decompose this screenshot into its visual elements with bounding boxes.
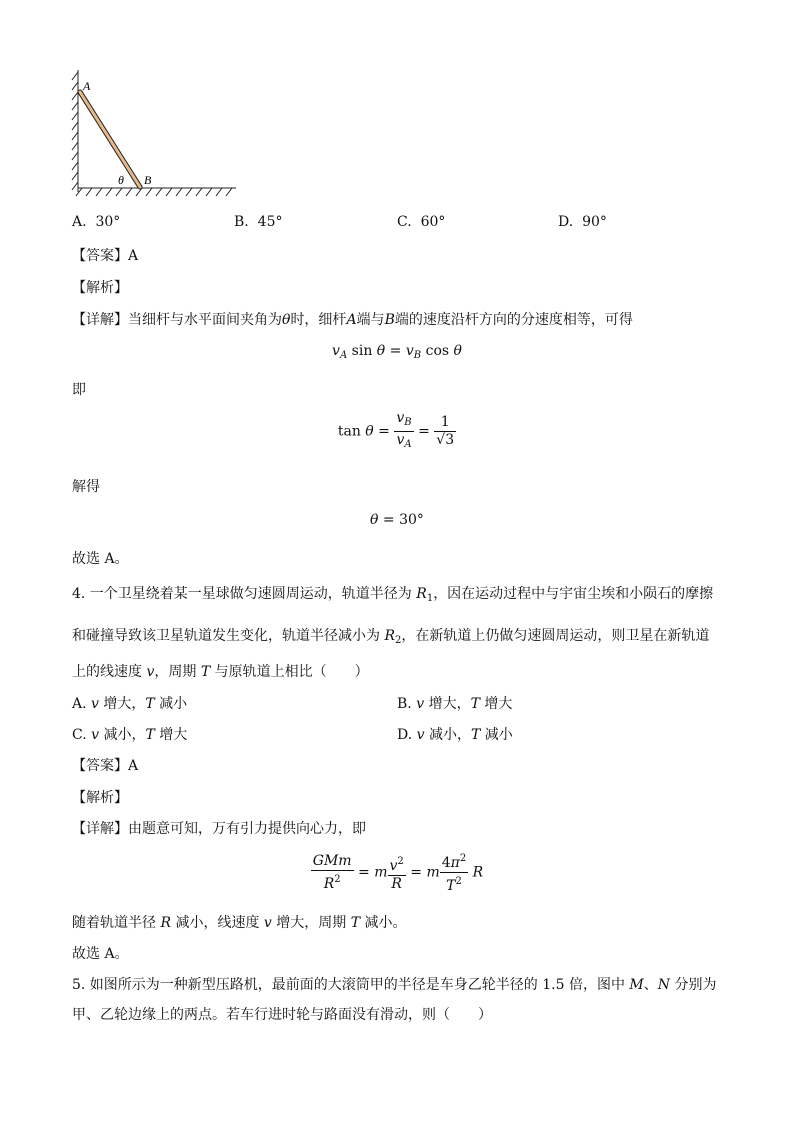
rod-wall-figure <box>68 66 240 198</box>
q4-analysis-tag: 【解析】 <box>72 790 128 806</box>
q3-guxuan: 故选 A。 <box>72 551 129 567</box>
q4-answer: 【答案】A <box>72 758 139 774</box>
q4-stem-line3: 上的线速度 v，周期 T 与原轨道上相比（ ） <box>72 664 369 680</box>
q4-stem-line2: 和碰撞导致该卫星轨道发生变化，轨道半径减小为 $R_2$，在新轨道上仍做匀速圆周运动，则卫星在新轨道 <box>72 628 710 646</box>
q4-detail: 【详解】由题意可知，万有引力提供向心力，即 <box>72 821 366 837</box>
q3-option-a: A. 30° <box>72 214 121 230</box>
q5-stem-line1: 5. 如图所示为一种新型压路机，最前面的大滚筒甲的半径是车身乙轮半径的 1.5 倍，图中 M、N 分别为 <box>72 977 717 993</box>
wall-hatch <box>72 70 78 192</box>
q3-analysis-tag: 【解析】 <box>72 280 128 296</box>
q3-jiede: 解得 <box>72 479 100 495</box>
q3-detail: 【详解】当细杆与水平面间夹角为θ时，细杆A端与B端的速度沿杆方向的分速度相等，可得 <box>72 312 633 328</box>
formula-velocity-relation: $v_A$ $\sin \theta = v_B$ cos θ <box>332 343 462 361</box>
q4-option-b: B. v 增大，T 增大 <box>397 696 513 712</box>
q4-option-c: C. v 减小，T 增大 <box>72 727 188 743</box>
q3-ji: 即 <box>72 382 86 398</box>
q3-option-c: C. 60° <box>397 214 446 230</box>
label-b: B <box>144 173 152 187</box>
q4-follow: 随着轨道半径 R 减小，线速度 v 增大，周期 T 减小。 <box>72 915 407 931</box>
q5-stem-line2: 甲、乙轮边缘上的两点。若车行进时轮与路面没有滑动，则（ ） <box>72 1007 492 1023</box>
label-a: A <box>83 79 91 93</box>
q3-option-b: B. 45° <box>234 214 283 230</box>
q4-option-d: D. v 减小，T 减小 <box>397 727 513 743</box>
q4-option-a: A. v 增大，T 减小 <box>72 696 188 712</box>
q3-answer: 【答案】A <box>72 248 139 264</box>
formula-tan-theta: tan θ = $\frac{v_B}{v_A}$ = $\frac{1}{√3}$ <box>337 410 455 450</box>
q3-option-d: D. 90° <box>558 214 607 230</box>
q4-stem-line1: 4. 一个卫星绕着某一星球做匀速圆周运动，轨道半径为 $R_1$，因在运动过程中与宇宙尘埃和小陨石的摩擦 <box>72 586 714 604</box>
formula-theta-result: θ = 30° <box>370 512 424 528</box>
label-theta: θ <box>118 173 124 187</box>
ground-hatch <box>76 188 236 196</box>
q4-guxuan: 故选 A。 <box>72 946 129 962</box>
formula-gravitation: $\frac{\text{GMm}}{R^2}$ = m $\frac{v^2}{R}$ = m $\frac{4\pi^2}{T^2}$ R <box>0 850 794 895</box>
